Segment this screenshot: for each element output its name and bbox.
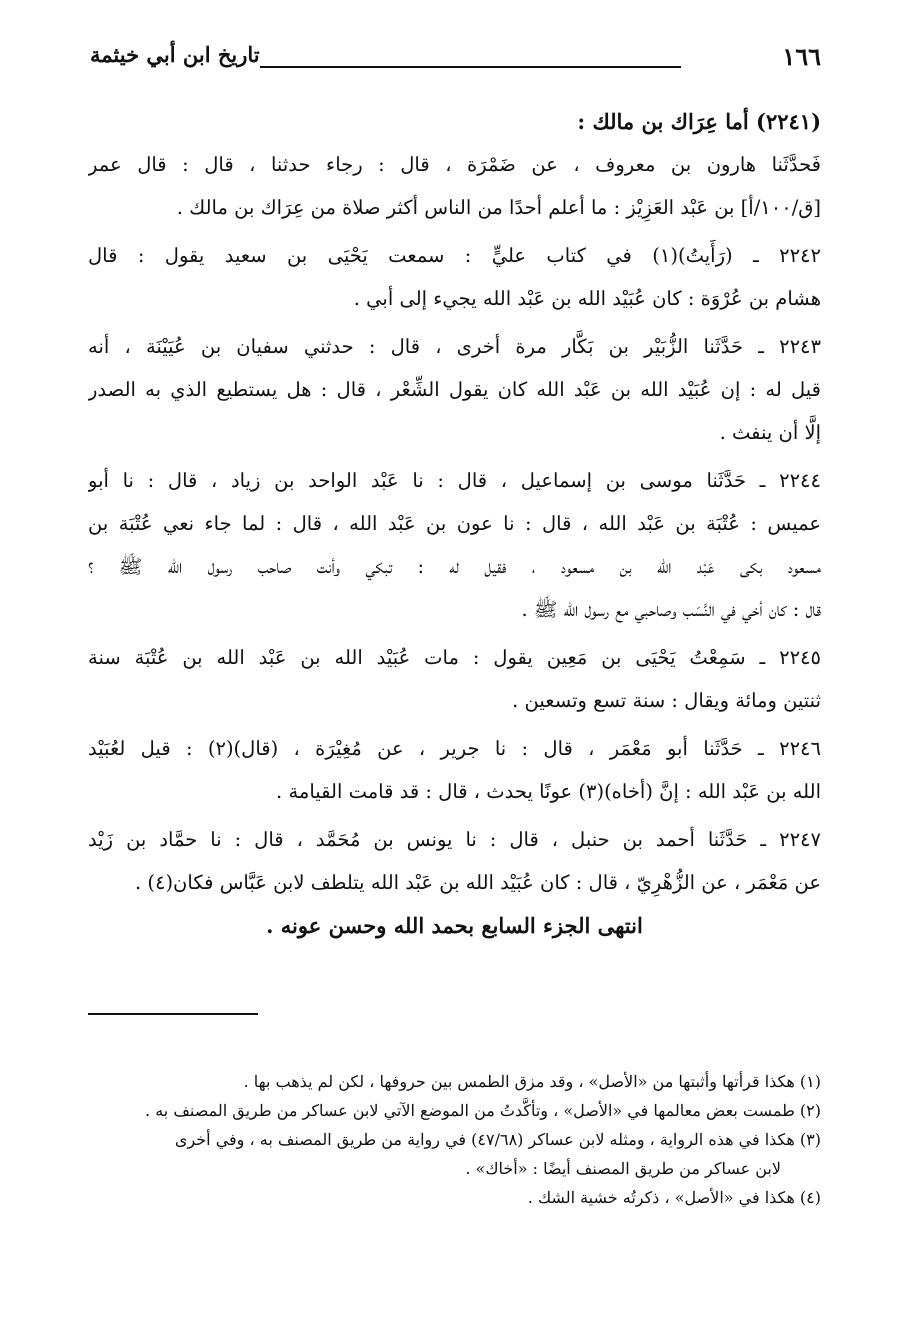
footnote-line: لابن عساكر من طريق المصنف أيضًا : «أخاك» . [465, 1159, 781, 1178]
footnote-line: (٤) هكذا في «الأصل» ، ذكرتُه خشية الشك . [527, 1188, 821, 1207]
text-line: ٢٢٤٦ ـ حَدَّثَنا أبو مَعْمَر ، قال : نا جرير ، عن مُغِيْرَة ، (قال)(٢) : قيل لعُبَيْد [88, 737, 821, 760]
main-text [88, 100, 821, 947]
footnotes [88, 1067, 821, 1212]
running-title: تاريخ ابن أبي خيثمة [90, 42, 260, 67]
page-header [90, 38, 821, 78]
text-line: قيل له : إن عُبَيْد الله بن عَبْد الله كان يقول الشِّعْر ، قال : هل يستطيع الذي به الصدر [88, 378, 821, 401]
text-line: هشام بن عُرْوَة : كان عُبَيْد الله بن عَبْد الله يجيء إلى أبي . [353, 287, 821, 310]
text-line: ٢٢٤٢ ـ (رَأَيتُ)(١) في كتاب عليٍّ : سمعت يَحْيَى بن سعيد يقول : قال [88, 244, 821, 267]
footnote-line: (٣) هكذا في هذه الرواية ، ومثله لابن عساكر (٤٧/٦٨) في رواية من طريق المصنف به ، وفي أخرى [174, 1130, 821, 1149]
text-line: ٢٢٤٤ ـ حَدَّثَنا موسى بن إسماعيل ، قال : نا عَبْد الواحد بن زياد ، قال : نا أبو [88, 469, 821, 492]
page-number: ١٦٦ [782, 42, 821, 71]
text-line: قال : كان أخي في النَّسَب وصاحبي مع رسول الله ﷺ . [521, 598, 821, 621]
text-line: الله بن عَبْد الله : إنَّ (أخاه)(٣) عونًا يحدث ، قال : قد قامت القيامة . [276, 780, 821, 803]
text-line: [ق/١٠٠/أ] بن عَبْد العَزِيْز : ما أعلم أحدًا من الناس أكثر صلاة من عِرَاك بن مالك . [176, 196, 821, 219]
header-rule [260, 66, 681, 68]
section-heading: (٢٢٤١) أما عِرَاك بن مالك : [577, 109, 821, 134]
text-line: عميس : عُتْبَة بن عَبْد الله ، قال : نا عون بن عَبْد الله ، قال : لما جاء نعي عُتْبَة بن [88, 512, 821, 535]
text-line: عن مَعْمَر ، عن الزُّهْرِيّ ، قال : كان عُبَيْد الله بن عَبْد الله يتلطف لابن عَبَّاس فكان(٤) . [134, 871, 821, 894]
text-line: ثنتين ومائة ويقال : سنة تسع وتسعين . [512, 689, 821, 712]
text-line: مسعود بكى عَبْد الله بن مسعود ، فقيل له : تبكي وأنت صاحب رسول الله ﷺ ؟ [88, 555, 821, 578]
footnote-line: (٢) طمست بعض معالمها في «الأصل» ، وتأكَّدتُ من الموضع الآتي لابن عساكر من طريق المصنف به . [145, 1101, 821, 1120]
text-line: ٢٢٤٥ ـ سَمِعْتُ يَحْيَى بن مَعِين يقول : مات عُبَيْد الله بن عَبْد الله بن عُتْبَة سنة [88, 646, 821, 669]
footnote-line: (١) هكذا قرأتها وأثبتها من «الأصل» ، وقد مزق الطمس بين حروفها ، لكن لم يذهب بها . [243, 1072, 821, 1091]
text-line: فَحدَّثَنا هارون بن معروف ، عن ضَمْرَة ، قال : رجاء حدثنا ، قال : قال عمر [88, 153, 821, 176]
footnote-separator [88, 1013, 258, 1015]
text-line: إلَّا أن ينفث . [719, 421, 821, 444]
text-line: ٢٢٤٣ ـ حَدَّثَنا الزُّبَيْر بن بَكَّار مرة أخرى ، قال : حدثني سفيان بن عُيَيْنَة ، أنه [88, 335, 821, 358]
closing-line: انتهى الجزء السابع بحمد الله وحسن عونه . [266, 913, 643, 938]
text-line: ٢٢٤٧ ـ حَدَّثَنا أحمد بن حنبل ، قال : نا يونس بن مُحَمَّد ، قال : نا حمَّاد بن زَيْد [88, 828, 821, 851]
